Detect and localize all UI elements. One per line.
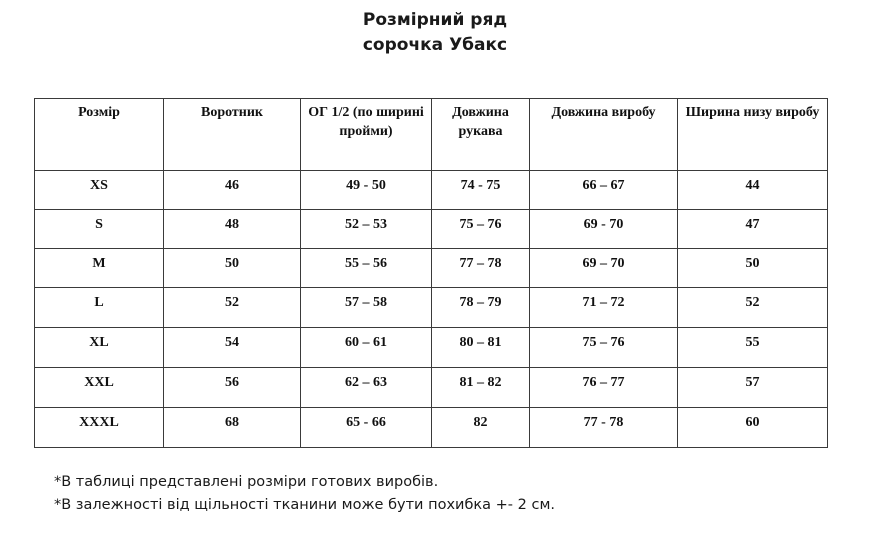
cell-bottom-width: 60 xyxy=(678,408,828,448)
table-header-row xyxy=(35,99,828,171)
cell-collar: 54 xyxy=(164,328,301,368)
cell-size: XL xyxy=(35,328,164,368)
cell-size: M xyxy=(35,249,164,288)
cell-sleeve-length: 82 xyxy=(432,408,530,448)
header-size: Розмір xyxy=(35,99,164,171)
footnote-finished-sizes: *В таблиці представлені розміри готових виробів. xyxy=(54,474,439,490)
footnotes xyxy=(54,471,555,517)
cell-chest-half: 52 – 53 xyxy=(301,210,432,249)
cell-product-length: 66 – 67 xyxy=(530,171,678,210)
table-row xyxy=(35,288,828,328)
cell-sleeve-length: 75 – 76 xyxy=(432,210,530,249)
footnote-tolerance: *В залежності від щільності тканини може бути похибка +- 2 см. xyxy=(54,497,555,513)
cell-chest-half: 62 – 63 xyxy=(301,368,432,408)
title-line-1: Розмірний ряд xyxy=(362,10,508,30)
cell-bottom-width: 44 xyxy=(678,171,828,210)
cell-product-length: 75 – 76 xyxy=(530,328,678,368)
cell-sleeve-length: 80 – 81 xyxy=(432,328,530,368)
header-product-length: Довжина виробу xyxy=(530,99,678,171)
cell-sleeve-length: 77 – 78 xyxy=(432,249,530,288)
cell-size: XS xyxy=(35,171,164,210)
cell-collar: 56 xyxy=(164,368,301,408)
cell-chest-half: 49 - 50 xyxy=(301,171,432,210)
cell-size: XXL xyxy=(35,368,164,408)
cell-chest-half: 60 – 61 xyxy=(301,328,432,368)
table-row xyxy=(35,171,828,210)
header-sleeve-length: Довжина рукава xyxy=(432,99,530,171)
table-row xyxy=(35,328,828,368)
cell-sleeve-length: 78 – 79 xyxy=(432,288,530,328)
cell-sleeve-length: 74 - 75 xyxy=(432,171,530,210)
cell-bottom-width: 55 xyxy=(678,328,828,368)
table-row xyxy=(35,249,828,288)
cell-product-length: 77 - 78 xyxy=(530,408,678,448)
table-row xyxy=(35,210,828,249)
header-bottom-width: Ширина низу виробу xyxy=(678,99,828,171)
cell-collar: 46 xyxy=(164,171,301,210)
cell-product-length: 69 - 70 xyxy=(530,210,678,249)
cell-size: XXXL xyxy=(35,408,164,448)
cell-chest-half: 65 - 66 xyxy=(301,408,432,448)
cell-collar: 50 xyxy=(164,249,301,288)
header-collar: Воротник xyxy=(164,99,301,171)
title-line-2: сорочка Убакс xyxy=(362,35,508,55)
cell-product-length: 69 – 70 xyxy=(530,249,678,288)
cell-size: L xyxy=(35,288,164,328)
cell-collar: 48 xyxy=(164,210,301,249)
page-title xyxy=(0,8,870,58)
cell-collar: 52 xyxy=(164,288,301,328)
cell-product-length: 71 – 72 xyxy=(530,288,678,328)
cell-collar: 68 xyxy=(164,408,301,448)
cell-size: S xyxy=(35,210,164,249)
cell-bottom-width: 52 xyxy=(678,288,828,328)
table-row xyxy=(35,368,828,408)
cell-chest-half: 57 – 58 xyxy=(301,288,432,328)
cell-bottom-width: 50 xyxy=(678,249,828,288)
cell-bottom-width: 57 xyxy=(678,368,828,408)
cell-chest-half: 55 – 56 xyxy=(301,249,432,288)
cell-product-length: 76 – 77 xyxy=(530,368,678,408)
cell-sleeve-length: 81 – 82 xyxy=(432,368,530,408)
table-row xyxy=(35,408,828,448)
header-chest-half: ОГ 1/2 (по ширині пройми) xyxy=(301,99,432,171)
cell-bottom-width: 47 xyxy=(678,210,828,249)
size-table xyxy=(34,98,828,448)
